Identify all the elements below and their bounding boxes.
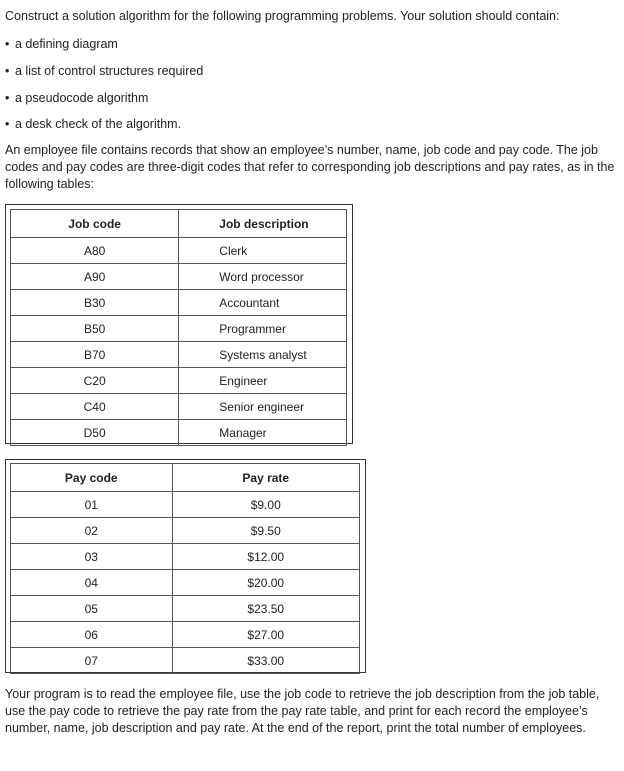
list-item-text: a defining diagram xyxy=(15,37,118,51)
intro-text: Construct a solution algorithm for the following programming problems. Your solution should contain: xyxy=(5,9,560,23)
job-description-cell: Manager xyxy=(179,420,347,446)
problem-description: An employee file contains records that show an employee’s number, name, job code and pay code. The job codes and pay codes are three-digit codes that refer to corresponding job descriptions and pay rates, as in the following tables: xyxy=(5,143,615,191)
column-header: Job description xyxy=(179,210,347,238)
list-item-text: a desk check of the algorithm. xyxy=(15,117,182,131)
job-code-cell: C20 xyxy=(11,368,179,394)
job-code-cell: A80 xyxy=(11,238,179,264)
column-header: Job code xyxy=(11,210,179,238)
job-description-cell: Accountant xyxy=(179,290,347,316)
pay-rate-cell: $12.00 xyxy=(172,544,359,570)
job-code-cell: C40 xyxy=(11,394,179,420)
column-header: Pay code xyxy=(11,464,173,492)
job-description-cell: Senior engineer xyxy=(179,394,347,420)
table-header-row xyxy=(11,464,360,492)
job-code-cell: B30 xyxy=(11,290,179,316)
table-row xyxy=(11,394,347,420)
table-row xyxy=(11,596,360,622)
list-item: • a desk check of the algorithm. xyxy=(5,117,182,131)
pay-code-cell: 01 xyxy=(11,492,173,518)
pay-code-cell: 04 xyxy=(11,570,173,596)
pay-code-cell: 06 xyxy=(11,622,173,648)
table-row xyxy=(11,264,347,290)
table-row xyxy=(11,316,347,342)
table-row xyxy=(11,420,347,446)
table-row xyxy=(11,544,360,570)
pay-rate-cell: $20.00 xyxy=(172,570,359,596)
list-item: • a list of control structures required xyxy=(5,64,204,78)
pay-rate-cell: $33.00 xyxy=(172,648,359,674)
list-item: • a defining diagram xyxy=(5,37,118,51)
list-item-text: a list of control structures required xyxy=(15,64,204,78)
table-row xyxy=(11,368,347,394)
job-description-cell: Word processor xyxy=(179,264,347,290)
table-row xyxy=(11,570,360,596)
job-code-cell: A90 xyxy=(11,264,179,290)
job-code-cell: B70 xyxy=(11,342,179,368)
job-description-cell: Clerk xyxy=(179,238,347,264)
table-row xyxy=(11,342,347,368)
list-item-text: a pseudocode algorithm xyxy=(15,91,149,105)
job-description-cell: Engineer xyxy=(179,368,347,394)
job-code-cell: B50 xyxy=(11,316,179,342)
pay-rate-cell: $23.50 xyxy=(172,596,359,622)
table-row xyxy=(11,492,360,518)
table-row xyxy=(11,238,347,264)
table-row xyxy=(11,518,360,544)
table-row xyxy=(11,622,360,648)
job-table xyxy=(10,209,347,446)
table-header-row xyxy=(11,210,347,238)
list-item: • a pseudocode algorithm xyxy=(5,91,149,105)
pay-rate-cell: $27.00 xyxy=(172,622,359,648)
column-header: Pay rate xyxy=(172,464,359,492)
job-description-cell: Systems analyst xyxy=(179,342,347,368)
pay-rate-cell: $9.00 xyxy=(172,492,359,518)
pay-rate-cell: $9.50 xyxy=(172,518,359,544)
table-row xyxy=(11,290,347,316)
job-description-cell: Programmer xyxy=(179,316,347,342)
task-text: Your program is to read the employee file, use the job code to retrieve the job description from the job table, use the pay code to retrieve the pay rate from the pay rate table, and print for each record the employee’s number, name, job description and pay rate. At the end of the report, print the total number of employees. xyxy=(5,687,600,735)
pay-table xyxy=(10,463,360,674)
pay-code-cell: 02 xyxy=(11,518,173,544)
pay-code-cell: 03 xyxy=(11,544,173,570)
job-code-cell: D50 xyxy=(11,420,179,446)
pay-code-cell: 07 xyxy=(11,648,173,674)
pay-code-cell: 05 xyxy=(11,596,173,622)
table-row xyxy=(11,648,360,674)
